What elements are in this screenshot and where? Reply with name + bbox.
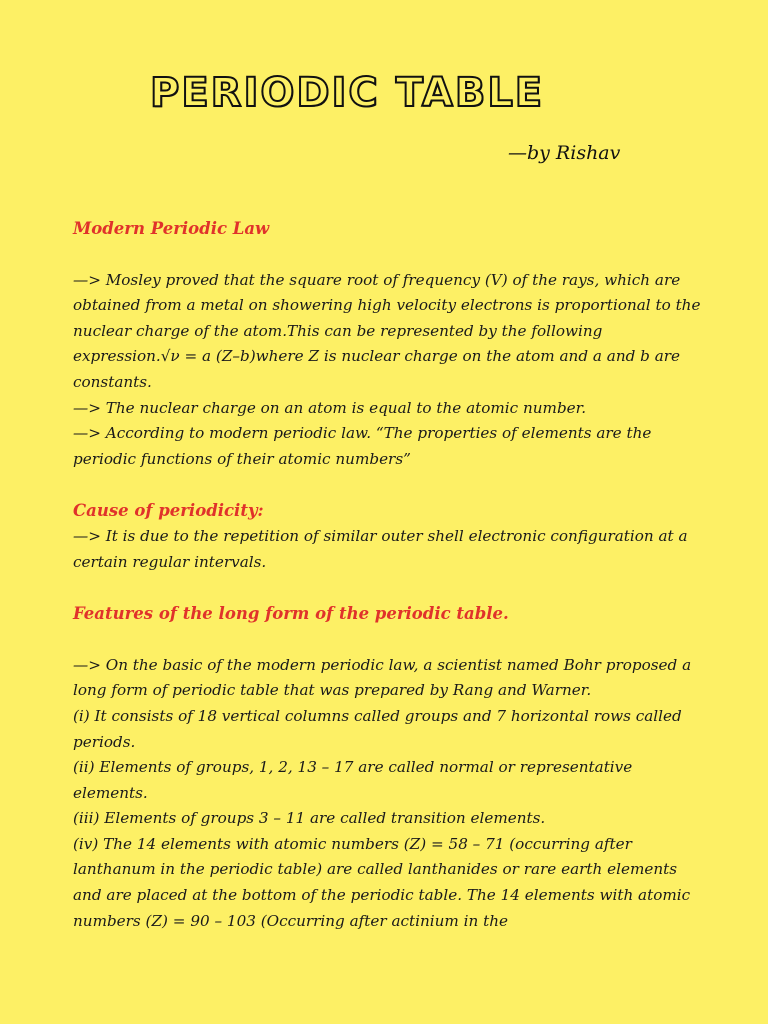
cause-paragraph: —> It is due to the repetition of similar outer shell electronic configuration at a certain regular intervals. [73,526,688,571]
section-heading-features: Features of the long form of the periodic table. [73,604,509,624]
features-item-representative: (ii) Elements of groups, 1, 2, 13 – 17 are called normal or representative elements. [73,758,633,802]
section-heading-modern-periodic-law: Modern Periodic Law [73,219,270,238]
law-paragraph-mosley: —> Mosley proved that the square root of frequency (V) of the rays, which are obtained from a metal on showering high velocity electrons is proportional to the nuclear charge of the atom.This can be represented by the following expression.√ν = a (Z–b)where Z is nuclear charge on the atom and a and b are constants. [73,270,701,391]
section-heading-cause-of-periodicity: Cause of periodicity: [73,501,264,521]
document-body [73,216,703,934]
author-byline: —by Rishav [508,142,621,164]
features-paragraph-bohr: —> On the basic of the modern periodic law, a scientist named Bohr proposed a long form of periodic table that was prepared by Rang and Warner. [73,655,692,700]
law-paragraph-statement: —> According to modern periodic law. “The properties of elements are the periodic functions of their atomic numbers” [73,424,652,468]
features-item-lanthanides: (iv) The 14 elements with atomic numbers (Z) = 58 – 71 (occurring after lanthanum in the periodic table) are called lanthanides or rare earth elements and are placed at the bottom of the periodic table. The 14 elements with atomic numbers (Z) = 90 – 103 (Occurring after actinium in the [73,834,691,930]
features-item-transition: (iii) Elements of groups 3 – 11 are called transition elements. [73,809,546,828]
features-item-groups-periods: (i) It consists of 18 vertical columns called groups and 7 horizontal rows called periods. [73,706,682,751]
page-title: PERIODIC TABLE [150,70,545,116]
law-paragraph-nuclear-charge: —> The nuclear charge on an atom is equal to the atomic number. [73,398,587,417]
